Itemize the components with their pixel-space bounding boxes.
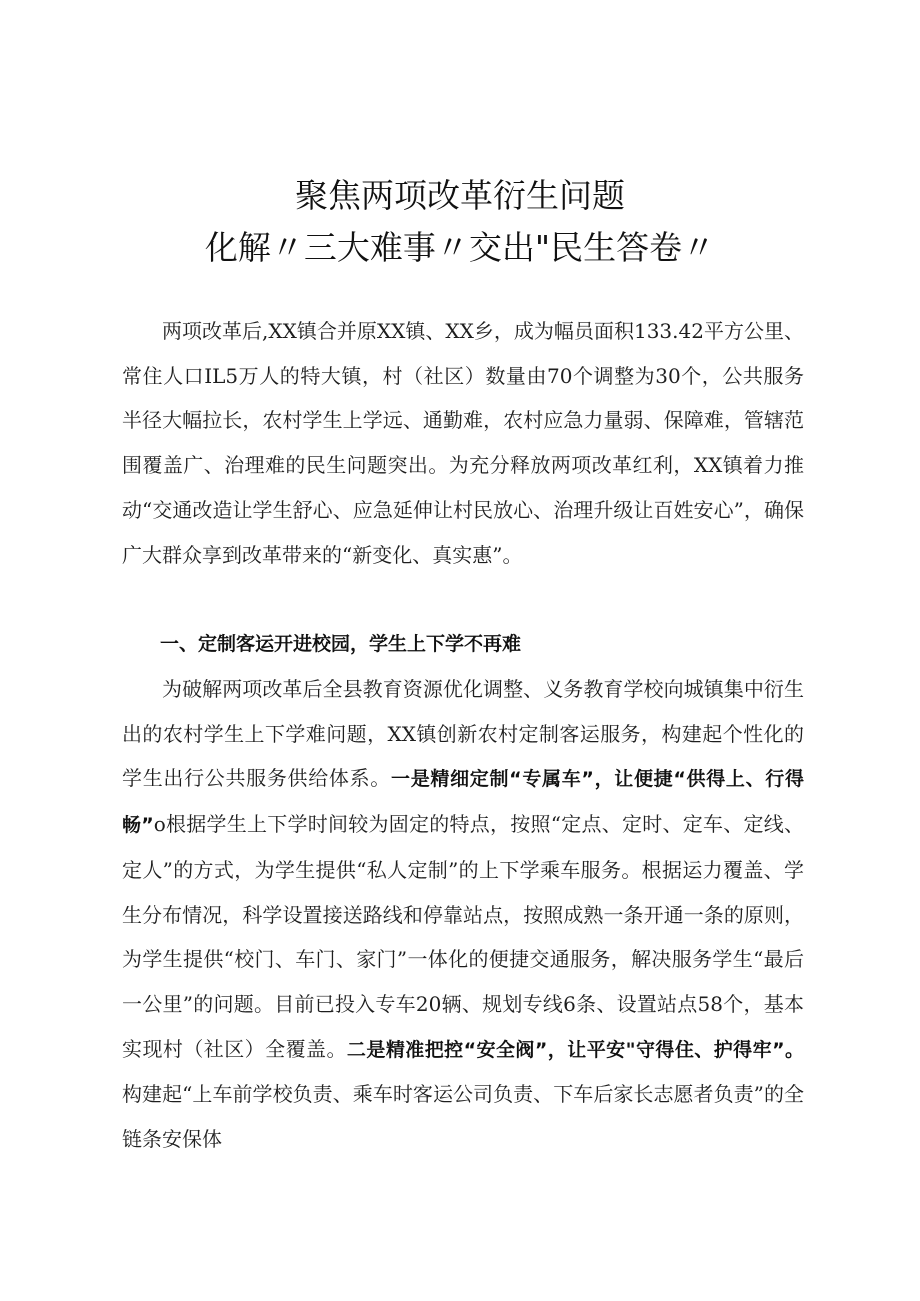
section-1-text-b: o根据学生上下学时间较为固定的特点，按照“定点、定时、定车、定线、定人”的方式，为学生提供“私人定制”的上下学乘车服务。根据运力覆盖、学生分布情况，科学设置接送路线和停靠站点，按照成熟一条开通一条的原则，为学生提供“校门、车门、家门”一体化的便捷交通服务，解决服务学生“最后一公里”的问题。目前已投入专车20辆、规划专线6条、设置站点58个，基本实现村（社区）全覆盖。 [122, 812, 804, 1061]
section-1-text-a: 为破解两项改革后全县教育资源优化调整、义务教育学校向城镇集中衍生出的农村学生上下学难问题，XX镇创新农村定制客运服务，构建起个性化的学生出行公共服务供给体系。 [122, 677, 804, 791]
section-1-text-c: 构建起“上车前学校负责、乘车时客运公司负责、下车后家长志愿者负责”的全链条安保体 [122, 1082, 804, 1152]
section-1-heading: 一、定制客运开进校园，学生上下学不再难 [160, 633, 522, 655]
document-title-line-2: 化解〃三大难事〃交出"民生答卷〃 [204, 228, 716, 267]
section-1-body [122, 667, 804, 1162]
intro-paragraph: 两项改革后,XX镇合并原XX镇、XX乡，成为幅员面积133.42平方公里、常住人口IL5万人的特大镇，村（社区）数量由70个调整为30个，公共服务半径大幅拉长，农村学生上学远、通勤难，农村应急力量弱、保障难，管辖范围覆盖广、治理难的民生问题突出。为充分释放两项改革红利，XX镇着力推动“交通改造让学生舒心、应急延伸让村民放心、治理升级让百姓安心”，确保广大群众享到改革带来的“新变化、真实惠”。 [122, 319, 804, 567]
section-1-bold-point-1: 一是精细定制“专属车”，让便捷“供得上、行得畅” [122, 768, 804, 837]
section-1-bold-point-2: 二是精准把控“安全阀”，让平安"守得住、护得牢”。 [346, 1038, 804, 1061]
section-1-paragraph [122, 667, 804, 1162]
intro-section [122, 309, 804, 577]
document-title-line-1: 聚焦两项改革衍生问题 [295, 176, 625, 215]
